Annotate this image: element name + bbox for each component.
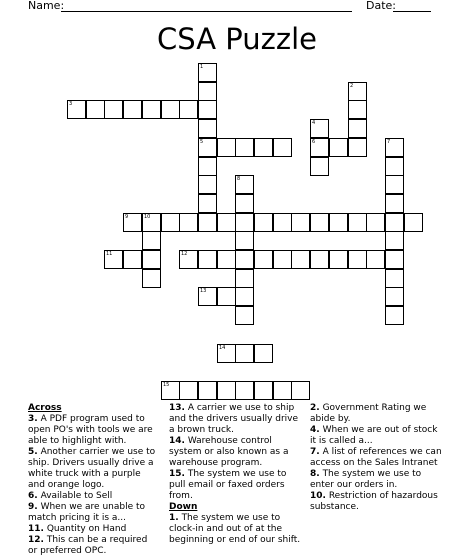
grid-cell[interactable] [310, 119, 329, 138]
name-line[interactable] [61, 11, 352, 12]
grid-cell[interactable] [273, 213, 292, 232]
clue-across-15: 15. The system we use to pull email or faxed orders from. [169, 469, 287, 501]
cell-number: 12 [181, 251, 188, 257]
grid-cell[interactable] [366, 250, 385, 269]
cell-number: 14 [219, 345, 226, 351]
grid-cell[interactable] [198, 287, 217, 306]
grid-cell[interactable] [217, 250, 236, 269]
grid-cell[interactable] [348, 82, 367, 101]
clue-across-6: 6. Available to Sell [28, 491, 113, 501]
grid-cell[interactable] [235, 344, 254, 363]
cell-number: 6 [312, 139, 316, 145]
cell-number: 8 [237, 176, 241, 182]
grid-cell[interactable] [291, 381, 310, 400]
cell-number: 3 [69, 101, 73, 107]
grid-cell[interactable] [348, 250, 367, 269]
grid-cell[interactable] [198, 100, 217, 119]
grid-cell[interactable] [142, 269, 161, 288]
grid-cell[interactable] [217, 213, 236, 232]
clue-down-10: 10. Restriction of hazardous substance. [310, 491, 438, 512]
grid-cell[interactable] [385, 269, 404, 288]
grid-cell[interactable] [254, 344, 273, 363]
cell-number: 2 [350, 83, 354, 89]
grid-cell[interactable] [329, 250, 348, 269]
grid-cell[interactable] [404, 213, 423, 232]
grid-cell[interactable] [104, 250, 123, 269]
name-label: Name: [28, 0, 65, 12]
clue-across-13: 13. A carrier we use to ship and the drivers usually drive a brown truck. [169, 403, 299, 435]
cell-number: 11 [106, 251, 113, 257]
grid-cell[interactable] [198, 175, 217, 194]
grid-cell[interactable] [161, 213, 180, 232]
grid-cell[interactable] [310, 138, 329, 157]
grid-cell[interactable] [235, 213, 254, 232]
cell-number: 10 [144, 214, 151, 220]
clue-across-14: 14. Warehouse control system or also known as a warehouse program. [169, 436, 289, 468]
grid-cell[interactable] [217, 287, 236, 306]
grid-cell[interactable] [254, 213, 273, 232]
cell-number: 7 [387, 139, 391, 145]
grid-cell[interactable] [217, 138, 236, 157]
grid-cell[interactable] [235, 287, 254, 306]
clue-down-2: 2. Government Rating we abide by. [310, 403, 427, 424]
grid-cell[interactable] [235, 269, 254, 288]
grid-cell[interactable] [235, 175, 254, 194]
grid-cell[interactable] [179, 250, 198, 269]
grid-cell[interactable] [142, 213, 161, 232]
grid-cell[interactable] [235, 250, 254, 269]
grid-cell[interactable] [198, 63, 217, 82]
grid-cell[interactable] [348, 119, 367, 138]
grid-cell[interactable] [273, 138, 292, 157]
grid-cell[interactable] [86, 100, 105, 119]
grid-cell[interactable] [254, 250, 273, 269]
grid-cell[interactable] [179, 213, 198, 232]
across-heading: Across [28, 403, 62, 413]
grid-cell[interactable] [217, 344, 236, 363]
grid-cell[interactable] [385, 138, 404, 157]
clue-down-4: 4. When we are out of stock it is called a... [310, 425, 438, 446]
grid-cell[interactable] [198, 157, 217, 176]
grid-cell[interactable] [273, 381, 292, 400]
grid-cell[interactable] [385, 213, 404, 232]
down-heading: Down [169, 502, 198, 512]
grid-cell[interactable] [198, 82, 217, 101]
grid-cell[interactable] [123, 213, 142, 232]
cell-number: 5 [200, 139, 204, 145]
grid-cell[interactable] [198, 381, 217, 400]
grid-cell[interactable] [235, 194, 254, 213]
grid-cell[interactable] [254, 381, 273, 400]
puzzle-title: CSA Puzzle [157, 22, 317, 56]
cell-number: 1 [200, 64, 204, 70]
grid-cell[interactable] [179, 381, 198, 400]
date-line[interactable] [393, 11, 431, 12]
clue-down-1: 1. The system we use to clock-in and out of at the beginning or end of our shift. [169, 513, 301, 545]
grid-cell[interactable] [142, 231, 161, 250]
grid-cell[interactable] [254, 138, 273, 157]
grid-cell[interactable] [385, 231, 404, 250]
grid-cell[interactable] [385, 194, 404, 213]
cell-number: 13 [200, 288, 207, 294]
date-label: Date: [366, 0, 396, 12]
grid-cell[interactable] [348, 213, 367, 232]
grid-cell[interactable] [235, 138, 254, 157]
clues-column-3 [310, 403, 444, 513]
cell-number: 9 [125, 214, 129, 220]
grid-cell[interactable] [198, 213, 217, 232]
grid-cell[interactable] [161, 381, 180, 400]
grid-cell[interactable] [104, 100, 123, 119]
grid-cell[interactable] [385, 250, 404, 269]
grid-cell[interactable] [291, 213, 310, 232]
grid-cell[interactable] [198, 138, 217, 157]
grid-cell[interactable] [310, 157, 329, 176]
cell-number: 15 [163, 382, 170, 388]
clue-across-9: 9. When we are unable to match pricing it is a... [28, 502, 146, 523]
grid-cell[interactable] [179, 100, 198, 119]
grid-cell[interactable] [142, 250, 161, 269]
grid-cell[interactable] [123, 250, 142, 269]
clue-across-3: 3. A PDF program used to open PO's with tools we are able to highlight with. [28, 414, 153, 446]
grid-cell[interactable] [291, 250, 310, 269]
grid-cell[interactable] [385, 175, 404, 194]
grid-cell[interactable] [366, 213, 385, 232]
grid-cell[interactable] [198, 250, 217, 269]
grid-cell[interactable] [385, 157, 404, 176]
clues-column-1 [28, 403, 156, 557]
cell-number: 4 [312, 120, 316, 126]
grid-cell[interactable] [235, 381, 254, 400]
grid-cell[interactable] [310, 250, 329, 269]
grid-cell[interactable] [217, 381, 236, 400]
grid-cell[interactable] [235, 306, 254, 325]
grid-cell[interactable] [310, 213, 329, 232]
grid-cell[interactable] [67, 100, 86, 119]
clue-across-5: 5. Another carrier we use to ship. Drivers usually drive a white truck with a purple and orange logo. [28, 447, 156, 490]
grid-cell[interactable] [385, 287, 404, 306]
clues-column-2 [169, 403, 303, 546]
clue-down-7: 7. A list of references we can access on the Sales Intranet [310, 447, 442, 468]
grid-cell[interactable] [329, 213, 348, 232]
grid-cell[interactable] [161, 100, 180, 119]
grid-cell[interactable] [123, 100, 142, 119]
grid-cell[interactable] [348, 100, 367, 119]
clue-across-11: 11. Quantity on Hand [28, 524, 127, 534]
grid-cell[interactable] [198, 194, 217, 213]
grid-cell[interactable] [329, 138, 348, 157]
clue-across-12: 12. This can be a required or preferred OPC. [28, 535, 148, 556]
grid-cell[interactable] [385, 306, 404, 325]
grid-cell[interactable] [348, 138, 367, 157]
grid-cell[interactable] [198, 119, 217, 138]
clue-down-8: 8. The system we use to enter our orders in. [310, 469, 422, 490]
grid-cell[interactable] [142, 100, 161, 119]
grid-cell[interactable] [273, 250, 292, 269]
grid-cell[interactable] [235, 231, 254, 250]
